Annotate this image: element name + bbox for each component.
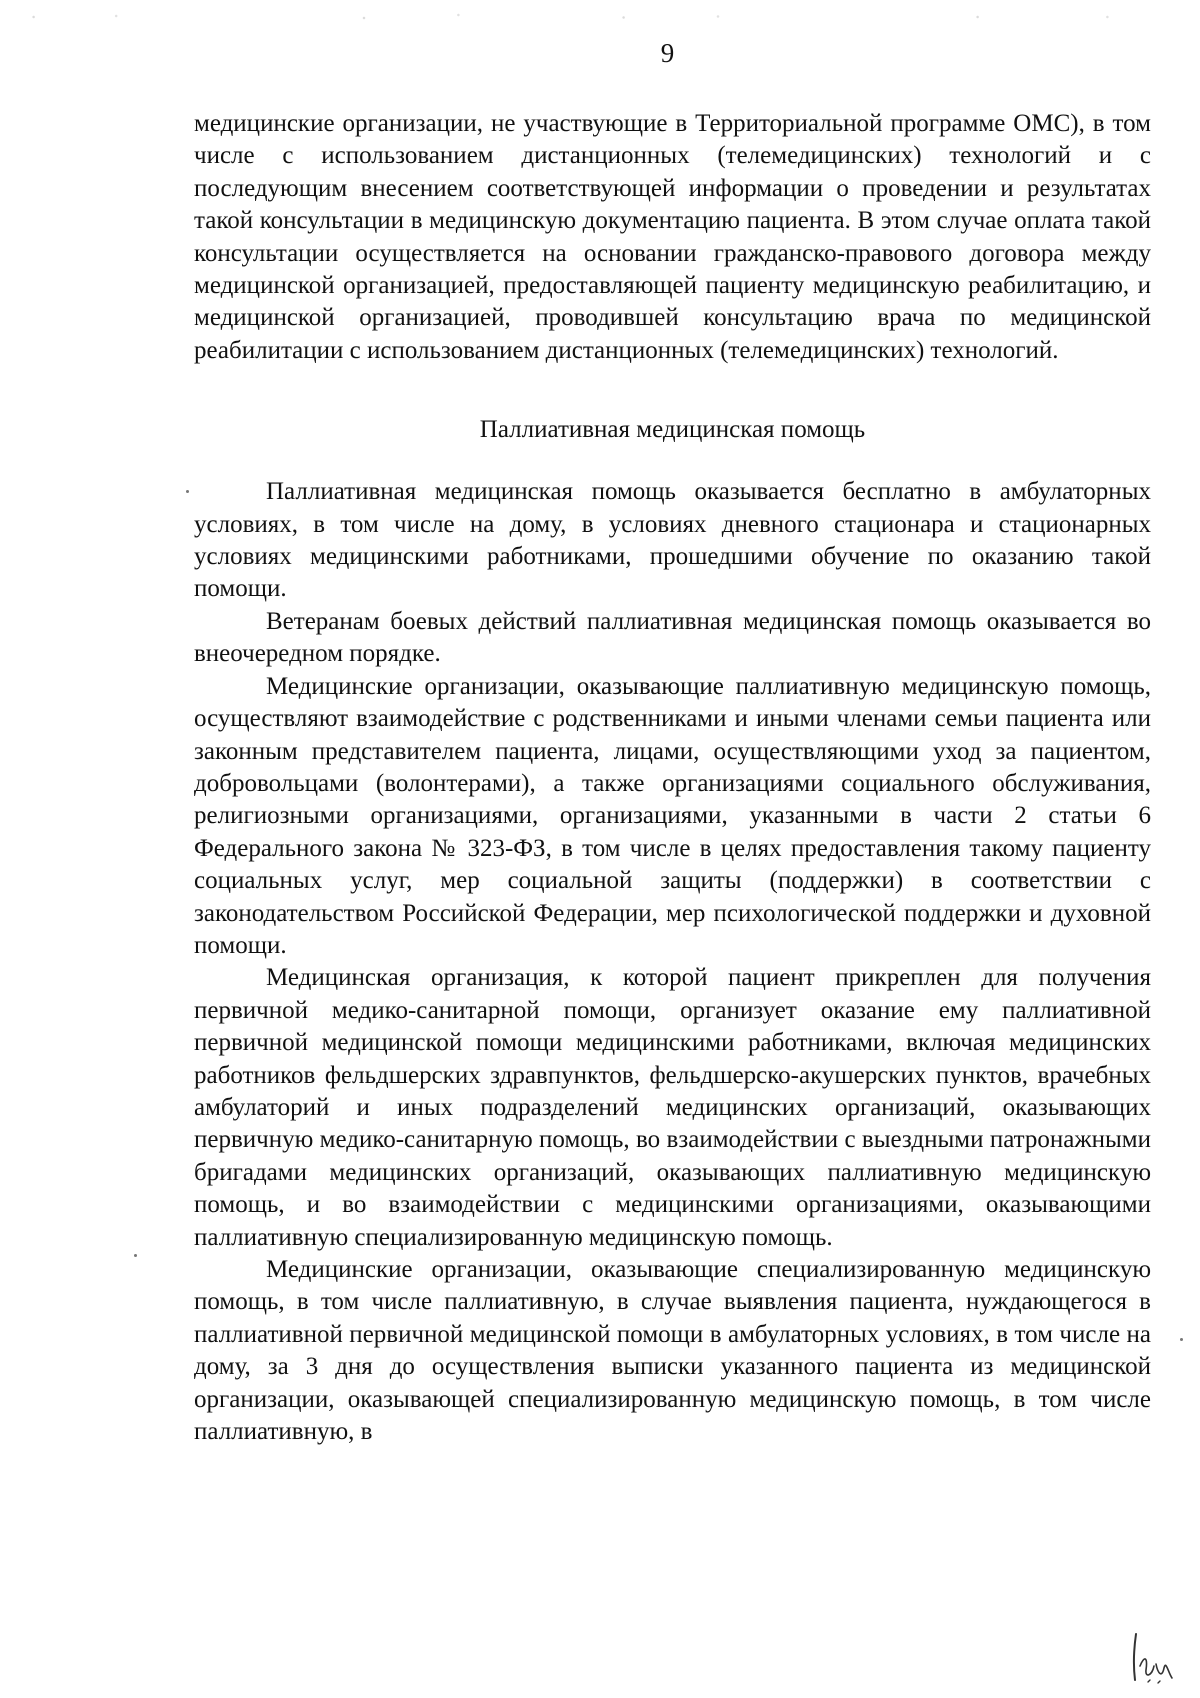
scan-dot (1180, 1338, 1183, 1341)
signature-icon (1128, 1626, 1178, 1686)
intro-paragraph: медицинские организации, не участвующие в Территориальной программе ОМС), в том числе с использованием дистанционных (телемедицинских) технологий и с последующим внесением соответствующей информации о проведении и результатах такой консультации в медицинскую документацию пациента. В этом случае оплата такой консультации осуществляется на основании гражданско-правового договора между медицинской организацией, предоставляющей пациенту медицинскую реабилитацию, и медицинской организацией, проводившей консультацию врача по медицинской реабилитации с использованием дистанционных (телемедицинских) технологий. (194, 110, 1151, 364)
section-heading: Паллиативная медицинская помощь (479, 416, 866, 444)
paragraph-5: Медицинские организации, оказывающие специализированную медицинскую помощь, в том числе паллиативную, в случае выявления пациента, нуждающегося в паллиативной первичной медицинской помощи в амбулаторных условиях, в том числе на дому, за 3 дня до осуществления выписки указанного пациента из медицинской организации, оказывающей специализированную медицинскую помощь, в том числе паллиативную, в (194, 1256, 1151, 1446)
scan-dot (134, 1254, 137, 1257)
scan-dot (186, 490, 189, 493)
page-number: 9 (660, 38, 675, 68)
paragraph-2: Ветеранам боевых действий паллиативная медицинская помощь оказывается во внеочередном порядке. (194, 607, 1151, 668)
paragraph-3: Медицинские организации, оказывающие паллиативную медицинскую помощь, осуществляют взаимодействие с родственниками и иными членами семьи пациента или законным представителем пациента, лицами, осуществляющими уход за пациентом, добровольцами (волонтерами), а также организациями социального обслуживания, религиозными организациями, организациями, указанными в части 2 статьи 6 Федерального закона № 323-ФЗ, в том числе в целях предоставления такому пациенту социальных услуг, мер социальной защиты (поддержки) в соответствии с законодательством Российской Федерации, мер психологической поддержки и духовной помощи. (194, 672, 1151, 959)
paragraph-4: Медицинская организация, к которой пациент прикреплен для получения первичной медико-санитарной помощи, организует оказание ему паллиативной первичной медицинской помощи медицинскими работниками, включая медицинских работников фельдшерских здравпунктов, фельдшерско-акушерских пунктов, врачебных амбулаторий и иных подразделений медицинских организаций, оказывающих первичную медико-санитарную помощь, во взаимодействии с выездными патронажными бригадами медицинских организаций, оказывающих паллиативную медицинскую помощь, и во взаимодействии с медицинскими организациями, оказывающими паллиативную специализированную медицинскую помощь. (194, 964, 1151, 1251)
scan-artifact-strip (10, 12, 1190, 22)
document-body (194, 108, 1151, 1448)
paragraph-1: Паллиативная медицинская помощь оказывается бесплатно в амбулаторных условиях, в том числе на дому, в условиях дневного стационара и стационарных условиях медицинскими работниками, прошедшими обучение по оказанию такой помощи. (194, 478, 1151, 603)
